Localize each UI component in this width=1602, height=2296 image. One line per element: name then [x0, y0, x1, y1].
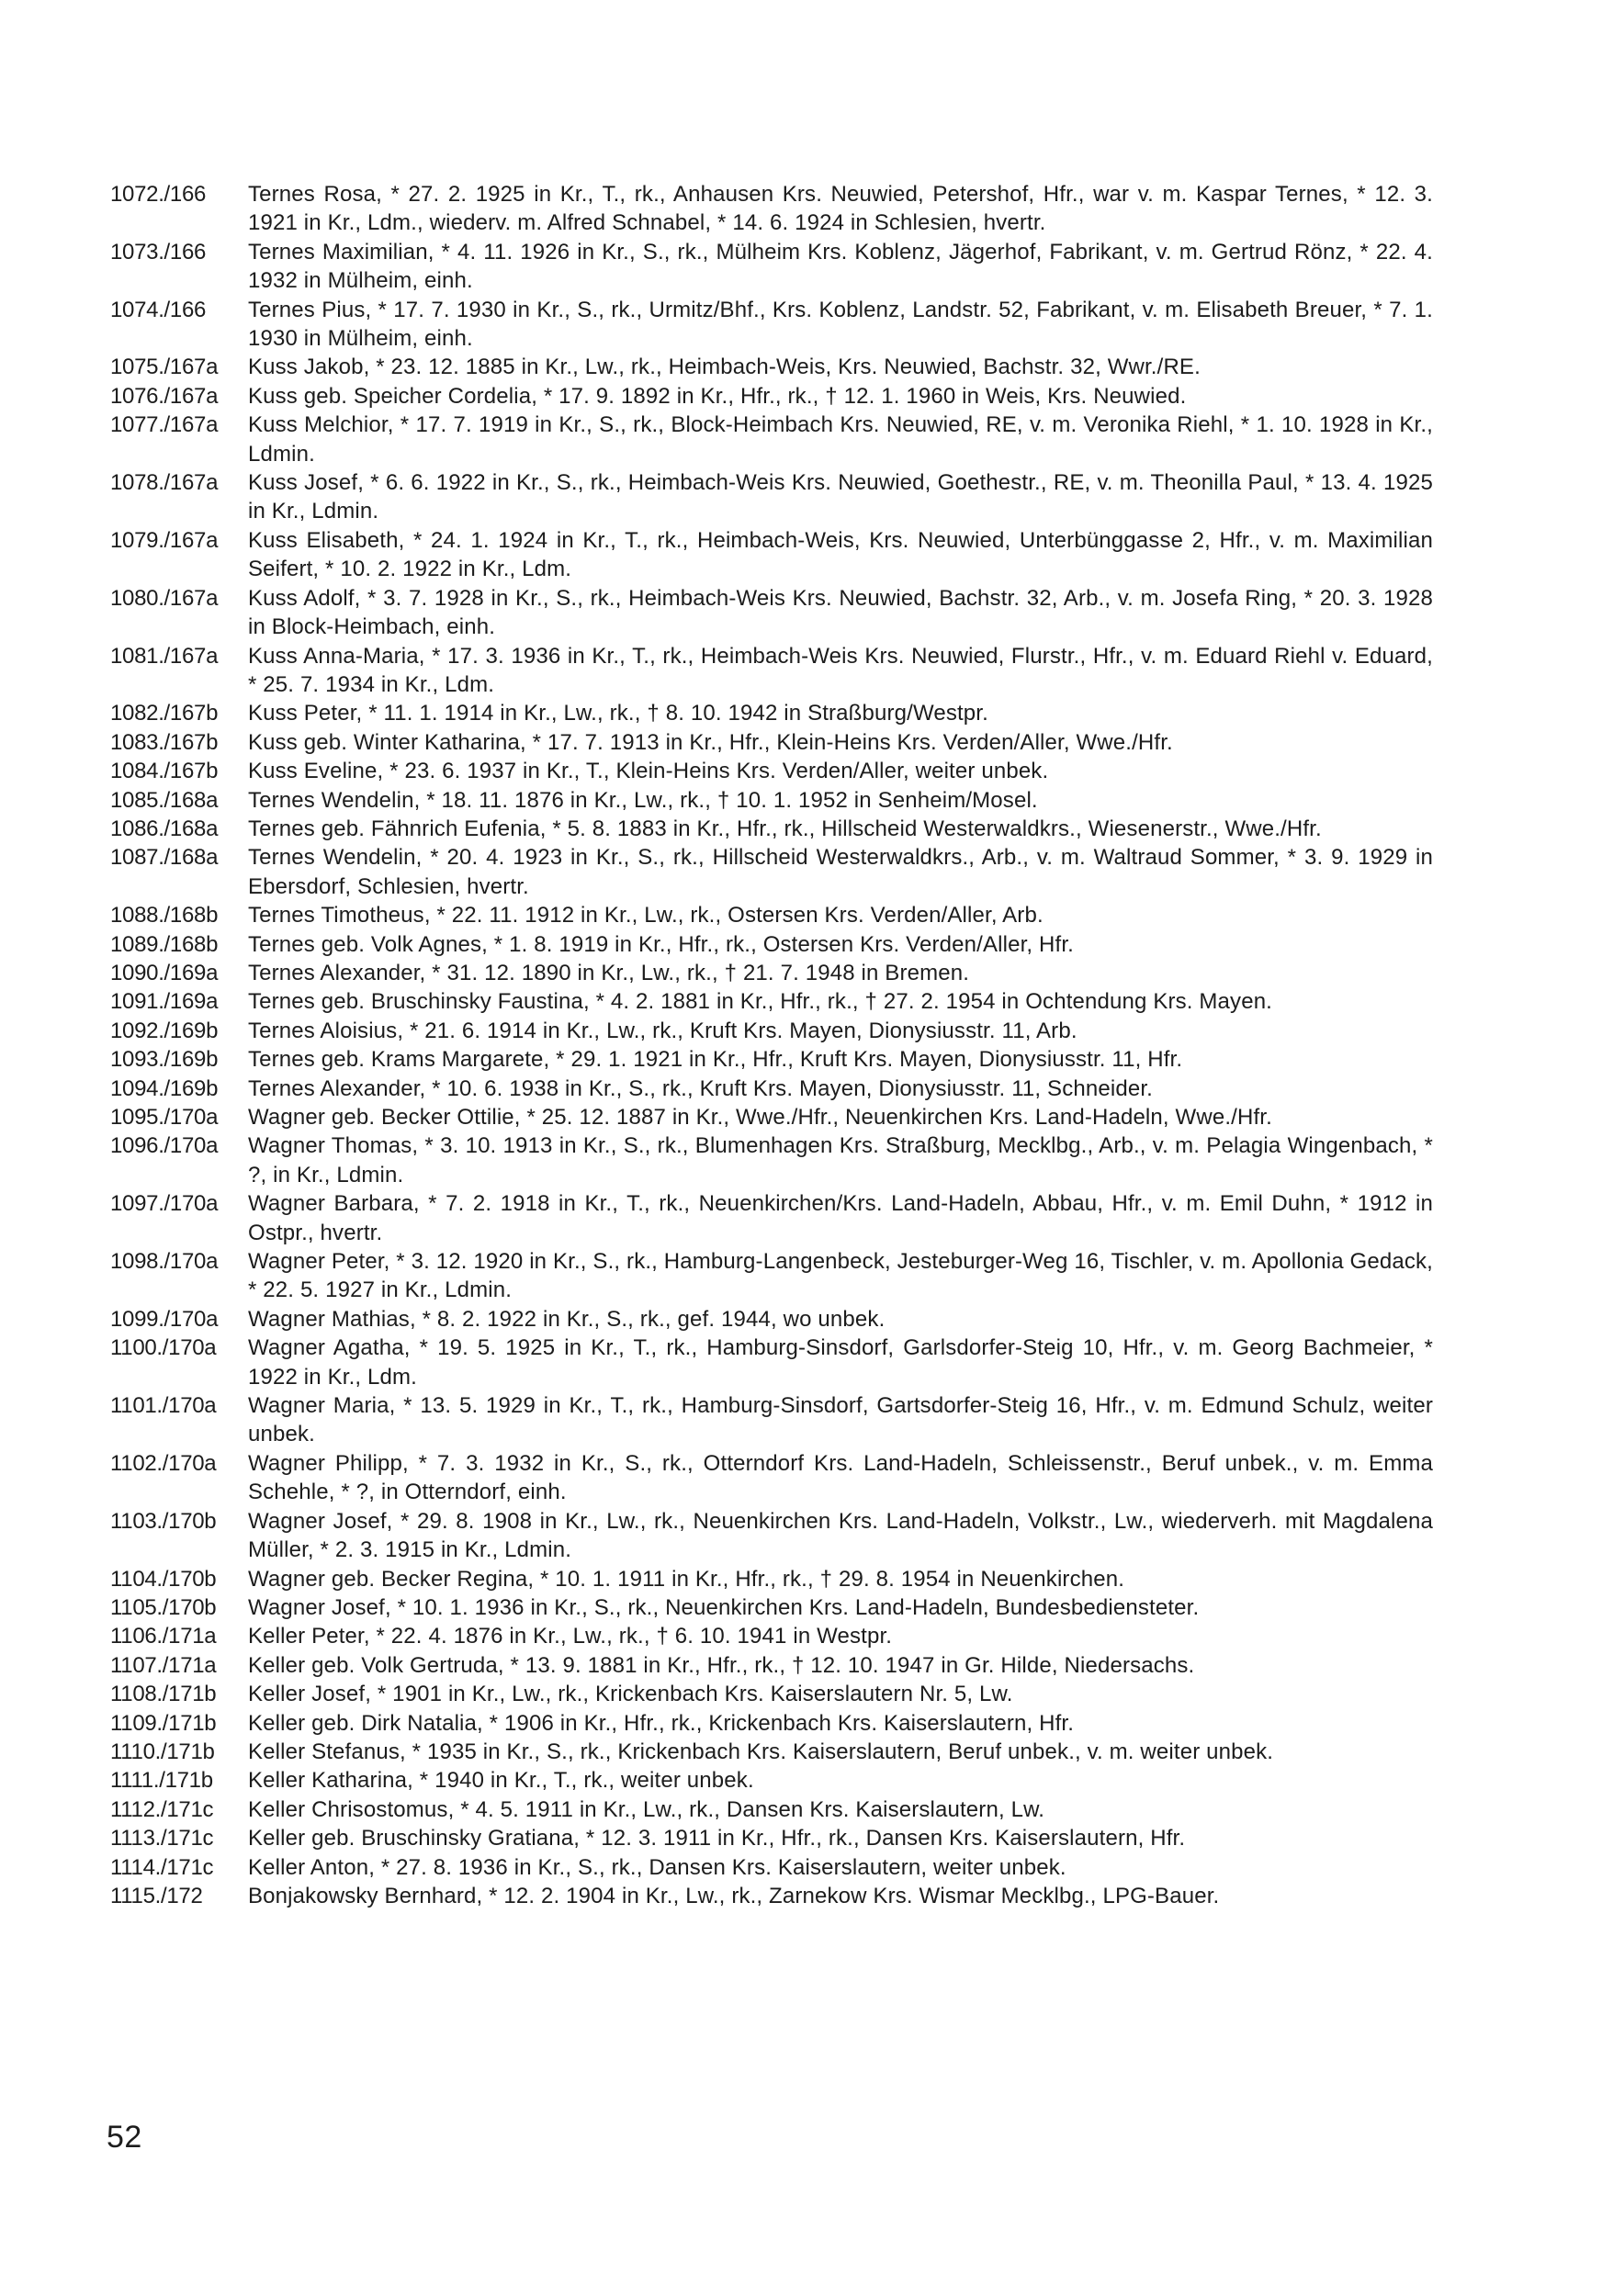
entry-text: Keller Stefanus, * 1935 in Kr., S., rk., Krickenbach Krs. Kaiserslautern, Beruf unbek., v. m. weiter unbek.: [248, 1739, 1274, 1764]
entry-number: 1089./168b: [110, 931, 219, 957]
entry-text: Kuss Anna-Maria, * 17. 3. 1936 in Kr., T., rk., Heimbach-Weis Krs. Neuwied, Flurstr., Hfr., v. m. Eduard Riehl v. Eduard, * 25. 7. 1934 in Kr., Ldm.: [248, 643, 1433, 697]
entry-text: Kuss Josef, * 6. 6. 1922 in Kr., S., rk., Heimbach-Weis Krs. Neuwied, Goethestr., RE, v. m. Theonilla Paul, * 13. 4. 1925 in Kr., Ldmin.: [248, 470, 1433, 524]
register-entry: [110, 1075, 1433, 1103]
entry-number: 1080./167a: [110, 585, 219, 611]
entry-number: 1079./167a: [110, 527, 219, 553]
register-entry: [110, 930, 1433, 959]
entry-number: 1113./171c: [110, 1826, 214, 1851]
register-entry: [110, 1449, 1433, 1507]
entry-text: Kuss Peter, * 11. 1. 1914 in Kr., Lw., rk., † 8. 10. 1942 in Straßburg/Westpr.: [248, 701, 988, 726]
entry-number: 1109./171b: [110, 1710, 217, 1736]
entry-text: Wagner geb. Becker Ottilie, * 25. 12. 1887 in Kr., Wwe./Hfr., Neuenkirchen Krs. Land-Hadeln, Wwe./Hfr.: [248, 1105, 1272, 1130]
register-entries: [110, 180, 1433, 1910]
entry-text: Keller Josef, * 1901 in Kr., Lw., rk., Krickenbach Krs. Kaiserslautern Nr. 5, Lw.: [248, 1682, 1013, 1707]
register-entry: [110, 1651, 1433, 1680]
entry-text: Keller geb. Bruschinsky Gratiana, * 12. 3. 1911 in Kr., Hfr., rk., Dansen Krs. Kaiserslautern, Hfr.: [248, 1826, 1186, 1851]
register-entry: [110, 1507, 1433, 1565]
entry-text: Ternes Maximilian, * 4. 11. 1926 in Kr., S., rk., Mülheim Krs. Koblenz, Jägerhof, Fabrikant, v. m. Gertrud Rönz, * 22. 4. 1932 in Mülheim, einh.: [248, 239, 1433, 294]
entry-number: 1101./170a: [110, 1393, 217, 1419]
register-entry: [110, 1795, 1433, 1824]
register-entry: [110, 1622, 1433, 1650]
register-entry: [110, 987, 1433, 1016]
entry-number: 1092./169b: [110, 1018, 219, 1043]
entry-number: 1078./167a: [110, 470, 219, 496]
entry-text: Wagner Agatha, * 19. 5. 1925 in Kr., T., rk., Hamburg-Sinsdorf, Garlsdorfer-Steig 10, Hfr., v. m. Georg Bachmeier, * 1922 in Kr., Ldm.: [248, 1335, 1433, 1390]
page-number: 52: [107, 2120, 142, 2155]
entry-number: 1115./172: [110, 1883, 203, 1908]
entry-text: Wagner Mathias, * 8. 2. 1922 in Kr., S., rk., gef. 1944, wo unbek.: [248, 1306, 886, 1332]
entry-text: Wagner Maria, * 13. 5. 1929 in Kr., T., rk., Hamburg-Sinsdorf, Gartsdorfer-Steig 16, Hfr., v. m. Edmund Schulz, weiter unbek.: [248, 1393, 1433, 1447]
register-entry: [110, 526, 1433, 584]
entry-number: 1086./168a: [110, 816, 219, 841]
register-entry: [110, 1334, 1433, 1391]
register-entry: [110, 382, 1433, 411]
entry-number: 1087./168a: [110, 845, 219, 871]
register-entry: [110, 1882, 1433, 1910]
register-entry: [110, 238, 1433, 296]
register-entry: [110, 1103, 1433, 1131]
entry-text: Ternes Alexander, * 31. 12. 1890 in Kr., Lw., rk., † 21. 7. 1948 in Bremen.: [248, 960, 970, 985]
register-entry: [110, 1391, 1433, 1449]
entry-number: 1100./170a: [110, 1335, 217, 1361]
register-entry: [110, 1189, 1433, 1247]
entry-number: 1081./167a: [110, 643, 219, 669]
register-entry: [110, 1853, 1433, 1882]
register-entry: [110, 1680, 1433, 1708]
register-entry: [110, 1247, 1433, 1305]
register-entry: [110, 1738, 1433, 1766]
entry-number: 1082./167b: [110, 701, 219, 726]
entry-number: 1076./167a: [110, 383, 219, 409]
register-entry: [110, 786, 1433, 815]
entry-text: Ternes Wendelin, * 18. 11. 1876 in Kr., Lw., rk., † 10. 1. 1952 in Senheim/Mosel.: [248, 787, 1038, 813]
register-entry: [110, 959, 1433, 987]
register-entry: [110, 1045, 1433, 1074]
register-entry: [110, 757, 1433, 785]
register-entry: [110, 1565, 1433, 1593]
entry-number: 1098./170a: [110, 1249, 219, 1275]
register-entry: [110, 728, 1433, 757]
entry-number: 1096./170a: [110, 1133, 219, 1159]
entry-number: 1091./169a: [110, 989, 219, 1015]
entry-number: 1083./167b: [110, 729, 219, 755]
entry-number: 1104./170b: [110, 1566, 217, 1592]
register-entry: [110, 180, 1433, 238]
entry-text: Keller geb. Dirk Natalia, * 1906 in Kr., Hfr., rk., Krickenbach Krs. Kaiserslautern, Hfr.: [248, 1710, 1075, 1736]
entry-number: 1103./170b: [110, 1508, 217, 1534]
entry-number: 1111./171b: [110, 1768, 213, 1794]
entry-text: Wagner Thomas, * 3. 10. 1913 in Kr., S., rk., Blumenhagen Krs. Straßburg, Mecklbg., Arb., v. m. Pelagia Wingenbach, * ?, in Kr., Ldmin.: [248, 1133, 1433, 1187]
entry-number: 1106./171a: [110, 1624, 217, 1649]
entry-text: Kuss Adolf, * 3. 7. 1928 in Kr., S., rk., Heimbach-Weis Krs. Neuwied, Bachstr. 32, Arb., v. m. Josefa Ring, * 20. 3. 1928 in Block-Heimbach, einh.: [248, 585, 1433, 640]
entry-number: 1097./170a: [110, 1191, 219, 1217]
register-entry: [110, 1305, 1433, 1334]
entry-text: Ternes Alexander, * 10. 6. 1938 in Kr., S., rk., Kruft Krs. Mayen, Dionysiusstr. 11, Schneider.: [248, 1075, 1153, 1101]
entry-text: Ternes geb. Fähnrich Eufenia, * 5. 8. 1883 in Kr., Hfr., rk., Hillscheid Westerwaldkrs., Wiesenerstr., Wwe./Hfr.: [248, 816, 1322, 841]
entry-text: Wagner Philipp, * 7. 3. 1932 in Kr., S., rk., Otterndorf Krs. Land-Hadeln, Schleissenstr., Beruf unbek., v. m. Emma Schehle, * ?, in Otterndorf, einh.: [248, 1450, 1433, 1505]
entry-text: Keller Chrisostomus, * 4. 5. 1911 in Kr., Lw., rk., Dansen Krs. Kaiserslautern, Lw.: [248, 1796, 1045, 1822]
entry-text: Ternes Aloisius, * 21. 6. 1914 in Kr., Lw., rk., Kruft Krs. Mayen, Dionysiusstr. 11, Arb.: [248, 1018, 1077, 1043]
entry-text: Keller Katharina, * 1940 in Kr., T., rk., weiter unbek.: [248, 1768, 754, 1794]
register-entry: [110, 411, 1433, 468]
entry-number: 1090./169a: [110, 960, 219, 985]
entry-text: Ternes Pius, * 17. 7. 1930 in Kr., S., rk., Urmitz/Bhf., Krs. Koblenz, Landstr. 52, Fabrikant, v. m. Elisabeth Breuer, * 7. 1. 1930 in Mülheim, einh.: [248, 297, 1433, 352]
entry-number: 1073./166: [110, 239, 207, 264]
entry-text: Ternes Timotheus, * 22. 11. 1912 in Kr., Lw., rk., Ostersen Krs. Verden/Aller, Arb.: [248, 903, 1044, 929]
entry-number: 1110./171b: [110, 1739, 215, 1764]
entry-text: Ternes geb. Volk Agnes, * 1. 8. 1919 in Kr., Hfr., rk., Ostersen Krs. Verden/Aller, Hfr.: [248, 931, 1074, 957]
entry-text: Ternes Wendelin, * 20. 4. 1923 in Kr., S., rk., Hillscheid Westerwaldkrs., Arb., v. m. Waltraud Sommer, * 3. 9. 1929 in Ebersdorf, Schlesien, hvertr.: [248, 845, 1433, 899]
register-entry: [110, 296, 1433, 354]
entry-number: 1107./171a: [110, 1652, 217, 1678]
entry-text: Wagner Josef, * 10. 1. 1936 in Kr., S., rk., Neuenkirchen Krs. Land-Hadeln, Bundesbediensteter.: [248, 1594, 1200, 1620]
entry-text: Keller geb. Volk Gertruda, * 13. 9. 1881 in Kr., Hfr., rk., † 12. 10. 1947 in Gr. Hilde, Niedersachs.: [248, 1652, 1195, 1678]
entry-number: 1099./170a: [110, 1306, 219, 1332]
register-entry: [110, 699, 1433, 727]
register-entry: [110, 815, 1433, 843]
entry-number: 1114./171c: [110, 1854, 214, 1880]
register-entry: [110, 843, 1433, 901]
entry-text: Ternes geb. Krams Margarete, * 29. 1. 1921 in Kr., Hfr., Kruft Krs. Mayen, Dionysiusstr. 11, Hfr.: [248, 1047, 1183, 1073]
register-entry: [110, 1593, 1433, 1622]
entry-number: 1075./167a: [110, 355, 219, 380]
entry-text: Wagner Josef, * 29. 8. 1908 in Kr., Lw., rk., Neuenkirchen Krs. Land-Hadeln, Volkstr., Lw., wiederverh. mit Magdalena Müller, * 2. 3. 1915 in Kr., Ldmin.: [248, 1508, 1433, 1563]
entry-text: Kuss Jakob, * 23. 12. 1885 in Kr., Lw., rk., Heimbach-Weis, Krs. Neuwied, Bachstr. 32, Wwr./RE.: [248, 355, 1201, 380]
entry-text: Bonjakowsky Bernhard, * 12. 2. 1904 in Kr., Lw., rk., Zarnekow Krs. Wismar Mecklbg., LPG-Bauer.: [248, 1883, 1220, 1908]
entry-number: 1085./168a: [110, 787, 219, 813]
entry-text: Kuss Elisabeth, * 24. 1. 1924 in Kr., T., rk., Heimbach-Weis, Krs. Neuwied, Unterbünggasse 2, Hfr., v. m. Maximilian Seifert, * 10. 2. 1922 in Kr., Ldm.: [248, 527, 1433, 582]
entry-text: Keller Anton, * 27. 8. 1936 in Kr., S., rk., Dansen Krs. Kaiserslautern, weiter unbek.: [248, 1854, 1066, 1880]
entry-number: 1077./167a: [110, 412, 219, 438]
entry-number: 1102./170a: [110, 1450, 217, 1476]
register-entry: [110, 1766, 1433, 1795]
register-entry: [110, 353, 1433, 381]
register-entry: [110, 1824, 1433, 1852]
register-entry: [110, 1131, 1433, 1189]
entry-text: Kuss geb. Speicher Cordelia, * 17. 9. 1892 in Kr., Hfr., rk., † 12. 1. 1960 in Weis, Krs. Neuwied.: [248, 383, 1187, 409]
entry-number: 1095./170a: [110, 1105, 219, 1130]
entry-text: Kuss Melchior, * 17. 7. 1919 in Kr., S., rk., Block-Heimbach Krs. Neuwied, RE, v. m. Veronika Riehl, * 1. 10. 1928 in Kr., Ldmin.: [248, 412, 1433, 467]
register-entry: [110, 901, 1433, 929]
entry-text: Kuss geb. Winter Katharina, * 17. 7. 1913 in Kr., Hfr., Klein-Heins Krs. Verden/Aller, Wwe./Hfr.: [248, 729, 1173, 755]
entry-number: 1074./166: [110, 297, 207, 322]
entry-number: 1084./167b: [110, 759, 219, 784]
entry-text: Ternes Rosa, * 27. 2. 1925 in Kr., T., rk., Anhausen Krs. Neuwied, Petershof, Hfr., war v. m. Kaspar Ternes, * 12. 3. 1921 in Kr., Ldm., wiederv. m. Alfred Schnabel, * 14. 6. 1924 in Schlesien, hvertr.: [248, 182, 1433, 236]
entry-number: 1094./169b: [110, 1075, 219, 1101]
register-entry: [110, 642, 1433, 700]
entry-text: Kuss Eveline, * 23. 6. 1937 in Kr., T., Klein-Heins Krs. Verden/Aller, weiter unbek.: [248, 759, 1049, 784]
entry-number: 1072./166: [110, 182, 207, 207]
entry-number: 1088./168b: [110, 903, 219, 929]
entry-text: Ternes geb. Bruschinsky Faustina, * 4. 2. 1881 in Kr., Hfr., rk., † 27. 2. 1954 in Ochtendung Krs. Mayen.: [248, 989, 1273, 1015]
entry-number: 1108./171b: [110, 1682, 217, 1707]
entry-text: Keller Peter, * 22. 4. 1876 in Kr., Lw., rk., † 6. 10. 1941 in Westpr.: [248, 1624, 893, 1649]
entry-text: Wagner Peter, * 3. 12. 1920 in Kr., S., rk., Hamburg-Langenbeck, Jesteburger-Weg 16, Tischler, v. m. Apollonia Gedack, * 22. 5. 1927 in Kr., Ldmin.: [248, 1249, 1433, 1303]
entry-number: 1112./171c: [110, 1796, 214, 1822]
register-entry: [110, 584, 1433, 642]
register-entry: [110, 1709, 1433, 1738]
entry-text: Wagner geb. Becker Regina, * 10. 1. 1911 in Kr., Hfr., rk., † 29. 8. 1954 in Neuenkirchen.: [248, 1566, 1125, 1592]
entry-text: Wagner Barbara, * 7. 2. 1918 in Kr., T., rk., Neuenkirchen/Krs. Land-Hadeln, Abbau, Hfr., v. m. Emil Duhn, * 1912 in Ostpr., hvertr.: [248, 1191, 1433, 1245]
register-entry: [110, 468, 1433, 526]
register-entry: [110, 1017, 1433, 1045]
entry-number: 1093./169b: [110, 1047, 219, 1073]
entry-number: 1105./170b: [110, 1594, 217, 1620]
